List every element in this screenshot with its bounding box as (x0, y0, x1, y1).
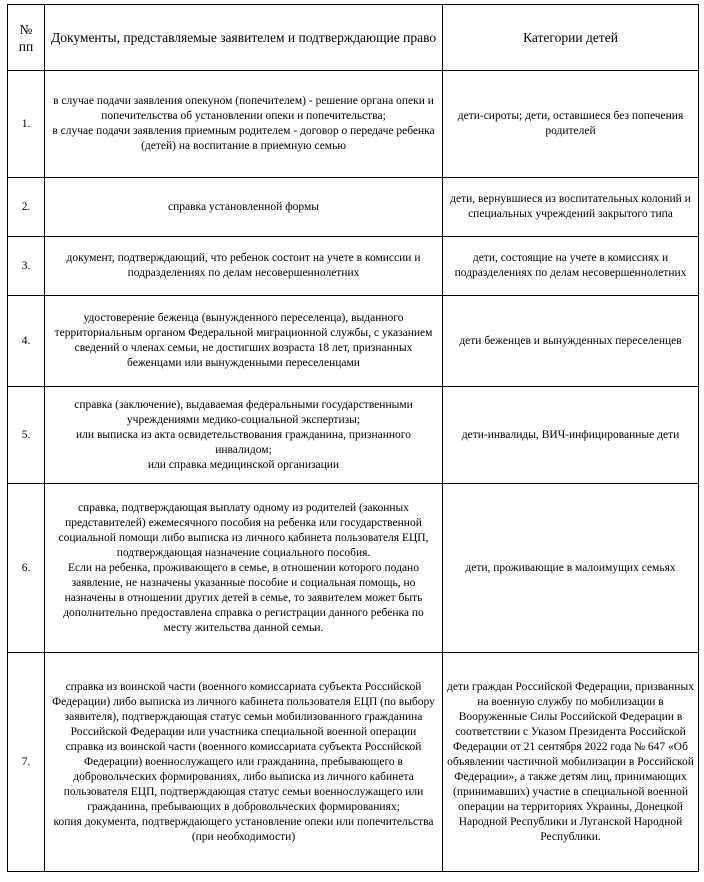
row-category: дети-сироты; дети, оставшиеся без попечения родителей (443, 71, 699, 178)
row-documents (45, 296, 443, 387)
document-page (7, 4, 699, 872)
row-documents (45, 484, 443, 653)
document-line: документ, подтверждающий, что ребенок состоит на учете в комиссии и подразделениях по делам несовершеннолетних (66, 252, 421, 279)
row-documents (45, 237, 443, 296)
document-line: копия документа, подтверждающего установление опеки или попечительства (при необходимости) (53, 815, 434, 843)
document-line: в случае подачи заявления приемным родителем - договор о передаче ребенка (детей) на воспитание в приемную семью (52, 125, 435, 152)
row-documents (45, 653, 443, 872)
table-row (8, 178, 699, 237)
table-row (8, 387, 699, 484)
row-documents (45, 178, 443, 237)
header-category: Категории детей (443, 5, 699, 71)
document-line: справка из воинской части (военного комиссариата субъекта Российской Федерации) либо выписка из личного кабинета пользователя ЕЦП (по выбору заявителя), подтверждающая статус семьи мобилизованного гражданина Российской Федерации или участника специальной военной операции (52, 680, 435, 738)
document-line: Если на ребенка, проживающего в семье, в отношении которого подано заявление, не назначены указанные пособие и социальная помощь, но назначены в отношении других детей в семье, то заявителем может быть дополнительно предоставлена справка о регистрации данного ребенка по месту жительства данной семьи. (63, 561, 424, 634)
table-row (8, 71, 699, 178)
row-number: 4. (8, 296, 45, 387)
row-category: дети, проживающие в малоимущих семьях (443, 484, 699, 653)
row-number: 5. (8, 387, 45, 484)
row-category: дети, состоящие на учете в комиссиях и подразделениях по делам несовершеннолетних (443, 237, 699, 296)
document-line: удостоверение беженца (вынужденного переселенца), выданного территориальным органом Федеральной миграционной службы, с указанием сведений о членах семьи, не достигших возраста 18 лет, признанных беженцами или вынужденными переселенцами (54, 312, 433, 369)
row-documents (45, 387, 443, 484)
document-line: или выписка из акта освидетельствования гражданина, признанного инвалидом; (76, 428, 411, 456)
document-line: справка установленной формы (168, 200, 319, 213)
row-category: дети, вернувшиеся из воспитательных колоний и специальных учреждений закрытого типа (443, 178, 699, 237)
row-number: 3. (8, 237, 45, 296)
header-documents: Документы, представляемые заявителем и подтверждающие право (45, 5, 443, 71)
row-number: 7. (8, 653, 45, 872)
documents-table (7, 4, 699, 872)
row-number: 2. (8, 178, 45, 237)
document-line: справка, подтверждающая выплату одному из родителей (законных представителей) ежемесячного пособия на ребенка или государственной социальной помощи либо выписка из личного кабинета пользователя ЕЦП, подтверждающая назначение социального пособия. (58, 501, 429, 559)
row-category: дети беженцев и вынужденных переселенцев (443, 296, 699, 387)
row-number: 6. (8, 484, 45, 653)
document-line: в случае подачи заявления опекуном (попечителем) - решение органа опеки и попечительства об установлении опеки и попечительства; (53, 95, 434, 122)
row-category: дети-инвалиды, ВИЧ-инфицированные дети (443, 387, 699, 484)
table-row (8, 653, 699, 872)
row-number: 1. (8, 71, 45, 178)
table-row (8, 484, 699, 653)
table-header-row (8, 5, 699, 71)
table-row (8, 296, 699, 387)
row-category: дети граждан Российской Федерации, призванных на военную службу по мобилизации в Вооруженные Силы Российской Федерации в соответствии с Указом Президента Российской Федерации от 21 сентября 2022 года № 647 «Об объявлении частичной мобилизации в Российской Федерации», а также детям лиц, принимающих (принимавших) участие в специальной военной операции на территориях Украины, Донецкой Народной Республики и Луганской Народной Республики. (443, 653, 699, 872)
table-row (8, 237, 699, 296)
document-line: или справка медицинской организации (147, 458, 340, 471)
header-number: № пп (8, 5, 45, 71)
row-documents (45, 71, 443, 178)
document-line: справка из воинской части (военного комиссариата субъекта Российской Федерации) военнослужащего или гражданина, пребывающего в добровольческих формированиях, либо выписка из личного кабинета пользователя ЕЦП, подтверждающая статус семьи военнослужащего или гражданина, пребывающих в добровольческих формированиях; (63, 740, 424, 813)
document-line: справка (заключение), выдаваемая федеральными государственными учреждениями медико-социальной экспертизы; (74, 398, 413, 426)
